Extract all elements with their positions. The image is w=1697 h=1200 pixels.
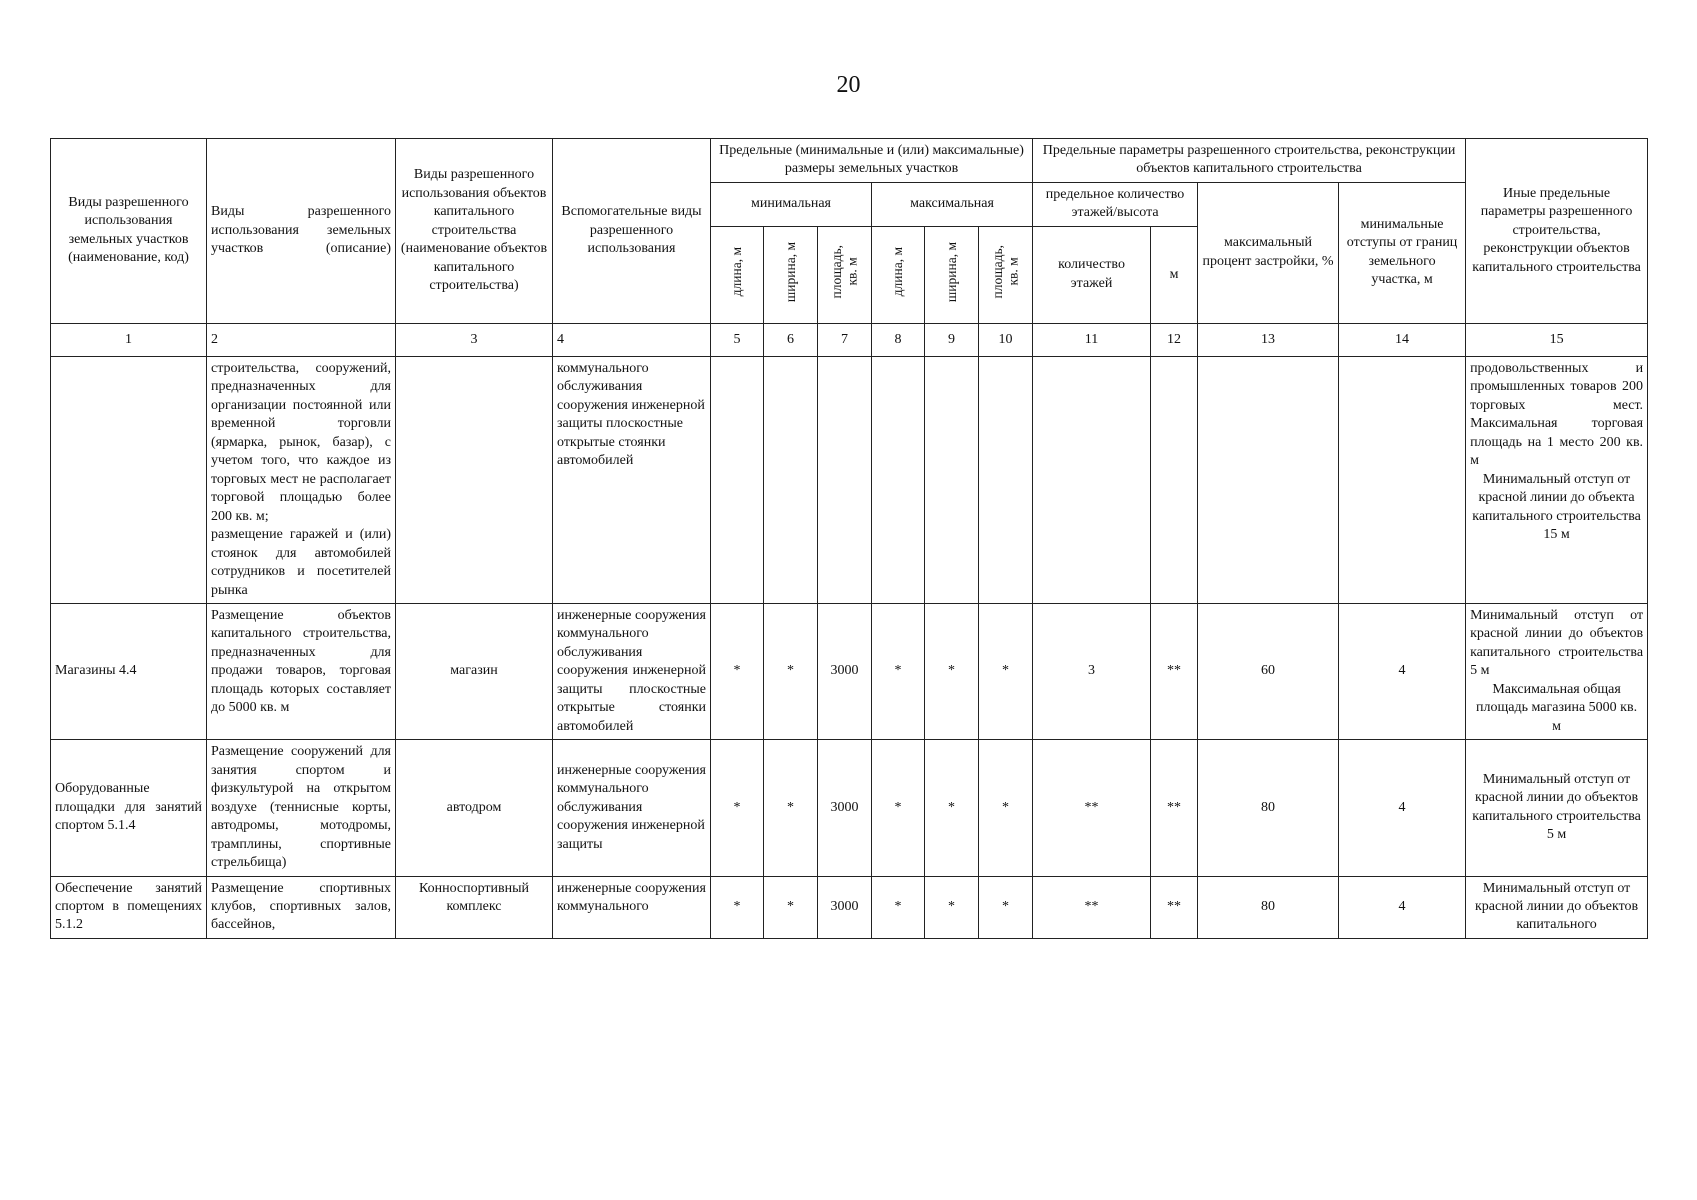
cell-auxiliary-use: инженерные сооружения коммунального [553,876,711,938]
cell-max-length: * [872,603,925,739]
header-capital-object-use: Виды разрешенного использования объектов капитального строительства (наименование объектов капитального строительства) [396,139,553,324]
column-number: 5 [711,323,764,356]
header-min-area: площадь, кв. м [818,226,872,323]
column-number: 12 [1151,323,1198,356]
column-number: 11 [1033,323,1151,356]
cell-height: ** [1151,876,1198,938]
cell-max-percent [1198,356,1339,603]
cell-floors [1033,356,1151,603]
cell-height: ** [1151,603,1198,739]
cell-max-area: * [979,603,1033,739]
cell-min-length: * [711,603,764,739]
cell-use-name: Магазины 4.4 [51,603,207,739]
cell-min-width: * [764,603,818,739]
cell-max-length: * [872,740,925,876]
header-max-width: ширина, м [925,226,979,323]
cell-min-area: 3000 [818,603,872,739]
page-number: 20 [836,72,861,98]
cell-capital-object: Конноспортивный комплекс [396,876,553,938]
header-land-plot-sizes: Предельные (минимальные и (или) максимальные) размеры земельных участков [711,139,1033,183]
other-parameter-text: Минимальный отступ от красной линии до объектов капитального [1474,880,1639,933]
cell-min-setback: 4 [1339,876,1466,938]
cell-min-setback [1339,356,1466,603]
column-numbers-row [51,323,1648,356]
table-row [51,740,1648,876]
column-number: 7 [818,323,872,356]
cell-max-area: * [979,876,1033,938]
header-land-use-name: Виды разрешенного использования земельных участков (наименование, код) [51,139,207,324]
header-other-parameters: Иные предельные параметры разрешенного строительства, реконструкции объектов капитального строительства [1466,139,1648,324]
cell-min-width [764,356,818,603]
cell-floors: ** [1033,740,1151,876]
cell-min-area [818,356,872,603]
column-number: 14 [1339,323,1466,356]
cell-use-name [51,356,207,603]
other-parameter-text: Максимальная общая площадь магазина 5000 кв. м [1476,681,1638,734]
cell-min-area: 3000 [818,740,872,876]
header-min-setback: минимальные отступы от границ земельного участка, м [1339,182,1466,323]
header-construction-parameters: Предельные параметры разрешенного строительства, реконструкции объектов капитального строительства [1033,139,1466,183]
cell-min-width: * [764,876,818,938]
column-number: 3 [396,323,553,356]
header-max-building-percent: максимальный процент застройки, % [1198,182,1339,323]
header-maximum: максимальная [872,182,1033,226]
cell-max-width: * [925,740,979,876]
cell-min-length [711,356,764,603]
cell-max-width: * [925,876,979,938]
cell-other-parameters [1466,740,1648,876]
cell-min-area: 3000 [818,876,872,938]
header-min-length: длина, м [711,226,764,323]
column-number: 10 [979,323,1033,356]
cell-min-setback: 4 [1339,740,1466,876]
cell-other-parameters [1466,356,1648,603]
cell-min-width: * [764,740,818,876]
cell-use-description: строительства, сооружений, предназначенных для организации постоянной или временной торговли (ярмарка, рынок, базар), с учетом того, что каждое из торговых мест не располагает торговой площадью более 200 кв. м; размещение гаражей и (или) стоянок для автомобилей сотрудников и посетителей рынка [207,356,396,603]
cell-min-length: * [711,876,764,938]
cell-height: ** [1151,740,1198,876]
other-parameter-text: продовольственных и промышленных товаров 200 торговых мест. Максимальная торговая площадь на 1 место 200 кв. м [1470,360,1644,469]
cell-capital-object: магазин [396,603,553,739]
cell-min-setback: 4 [1339,603,1466,739]
cell-auxiliary-use: коммунального обслуживания сооружения инженерной защиты плоскостные открытые стоянки автомобилей [553,356,711,603]
cell-max-area: * [979,740,1033,876]
land-use-table [50,138,1648,939]
cell-min-length: * [711,740,764,876]
column-number: 15 [1466,323,1648,356]
header-minimum: минимальная [711,182,872,226]
column-number: 8 [872,323,925,356]
cell-height [1151,356,1198,603]
cell-use-description: Размещение спортивных клубов, спортивных залов, бассейнов, [207,876,396,938]
cell-floors: ** [1033,876,1151,938]
column-number: 6 [764,323,818,356]
header-land-use-description: Виды разрешенного использования земельных участков (описание) [207,139,396,324]
cell-capital-object: автодром [396,740,553,876]
cell-use-name: Оборудованные площадки для занятий спортом 5.1.4 [51,740,207,876]
table-row [51,356,1648,603]
cell-max-width [925,356,979,603]
column-number: 9 [925,323,979,356]
header-height-meters: м [1151,226,1198,323]
cell-max-percent: 60 [1198,603,1339,739]
cell-capital-object [396,356,553,603]
cell-max-length [872,356,925,603]
other-parameter-text: Минимальный отступ от красной линии до объекта капитального строительства 15 м [1472,471,1641,543]
header-floors-height: предельное количество этажей/высота [1033,182,1198,226]
cell-auxiliary-use: инженерные сооружения коммунального обслуживания сооружения инженерной защиты плоскостные открытые стоянки автомобилей [553,603,711,739]
cell-use-name: Обеспечение занятий спортом в помещениях 5.1.2 [51,876,207,938]
other-parameter-text: Минимальный отступ от красной линии до объектов капитального строительства 5 м [1470,607,1644,679]
header-max-area: площадь, кв. м [979,226,1033,323]
cell-use-description: Размещение сооружений для занятия спортом и физкультурой на открытом воздухе (теннисные корты, автодромы, мотодромы, трамплины, спортивные стрельбища) [207,740,396,876]
header-floor-count: количество этажей [1033,226,1151,323]
column-number: 4 [553,323,711,356]
cell-max-width: * [925,603,979,739]
header-min-width: ширина, м [764,226,818,323]
column-number: 1 [51,323,207,356]
cell-max-length: * [872,876,925,938]
cell-max-percent: 80 [1198,740,1339,876]
header-max-length: длина, м [872,226,925,323]
cell-floors: 3 [1033,603,1151,739]
cell-auxiliary-use: инженерные сооружения коммунального обслуживания сооружения инженерной защиты [553,740,711,876]
cell-max-percent: 80 [1198,876,1339,938]
cell-max-area [979,356,1033,603]
other-parameter-text: Минимальный отступ от красной линии до объектов капитального строительства 5 м [1472,771,1641,843]
cell-use-description: Размещение объектов капитального строительства, предназначенных для продажи товаров, торговая площадь которых составляет до 5000 кв. м [207,603,396,739]
column-number: 13 [1198,323,1339,356]
table-row [51,603,1648,739]
cell-other-parameters [1466,603,1648,739]
table-row [51,876,1648,938]
column-number: 2 [207,323,396,356]
header-auxiliary-use: Вспомогательные виды разрешенного использования [553,139,711,324]
cell-other-parameters [1466,876,1648,938]
